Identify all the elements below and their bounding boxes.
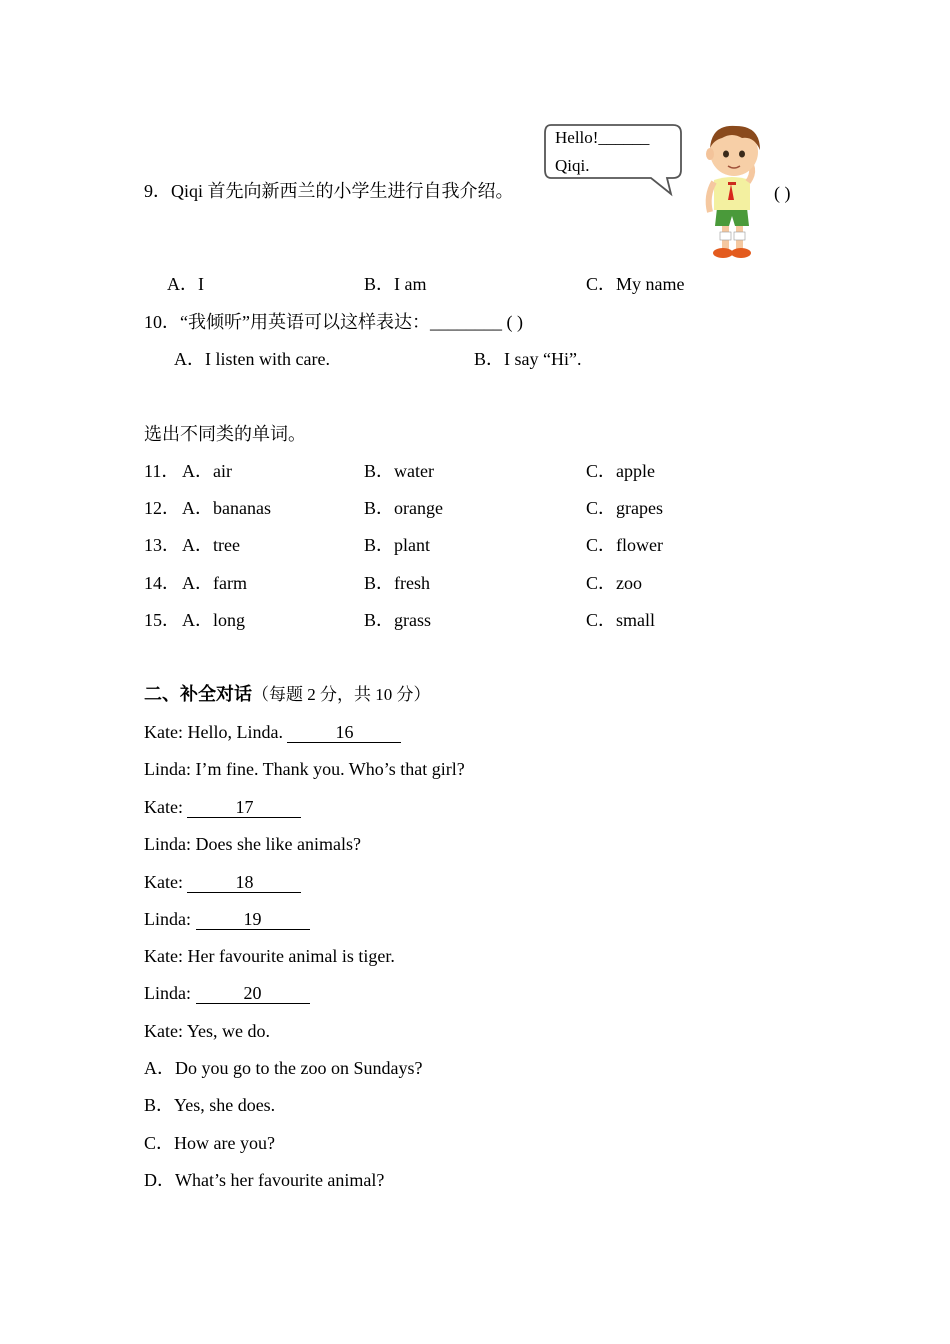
q12-option-a: A．bananas — [182, 498, 271, 518]
q12-option-c: C．grapes — [586, 498, 663, 518]
choice-d: D．What’s her favourite animal? — [144, 1170, 385, 1190]
section2-title — [144, 683, 431, 706]
q9-prompt — [144, 180, 514, 202]
boy-illustration — [684, 120, 776, 262]
dialogue-speaker: Linda: — [144, 909, 196, 929]
q14-option-c: C．zoo — [586, 573, 642, 593]
q10-option-b: B．I say “Hi”. — [474, 349, 582, 369]
q13-option-a: A．tree — [182, 535, 240, 555]
q11-number: 11． — [144, 461, 180, 481]
dialogue-line-3 — [144, 796, 301, 818]
dialogue-speaker: Linda: — [144, 983, 196, 1003]
dialogue-line-4 — [144, 833, 361, 855]
choice-b: B．Yes, she does. — [144, 1095, 276, 1115]
q15-option-a: A．long — [182, 610, 245, 630]
dialogue-text: Does she like animals? — [195, 834, 361, 854]
bubble-line-2: Qiqi. — [555, 156, 590, 175]
q13-number: 13． — [144, 535, 180, 555]
dialogue-speaker: Kate: — [144, 722, 188, 742]
dialogue-text: I’m fine. Thank you. Who’s that girl? — [195, 759, 465, 779]
bubble-line-1: Hello!______ — [555, 128, 650, 147]
q9-text: Qiqi 首先向新西兰的小学生进行自我介绍。 — [171, 181, 514, 201]
speech-bubble — [543, 122, 685, 198]
dialogue-speaker: Kate: — [144, 946, 188, 966]
q14-option-b: B．fresh — [364, 573, 430, 593]
dialogue-line-9 — [144, 1020, 270, 1042]
dialogue-line-8 — [144, 982, 310, 1004]
q14-number: 14． — [144, 573, 180, 593]
q9-number: 9． — [144, 181, 171, 201]
q9-answer-paren: ( ) — [774, 183, 791, 203]
q15-option-b: B．grass — [364, 610, 431, 630]
dialogue-line-1 — [144, 721, 401, 743]
answer-blank-20[interactable]: 20 — [196, 983, 310, 1004]
section2-title-text: 二、补全对话 — [144, 684, 252, 704]
q15-number: 15． — [144, 610, 180, 630]
dialogue-line-2 — [144, 758, 465, 780]
answer-blank-17[interactable]: 17 — [187, 797, 301, 818]
q12-option-b: B．orange — [364, 498, 443, 518]
q11-option-c: C．apple — [586, 461, 655, 481]
q9-option-b: B．I am — [364, 274, 427, 294]
q13-option-c: C．flower — [586, 535, 663, 555]
q13-option-b: B．plant — [364, 535, 430, 555]
dialogue-speaker: Linda: — [144, 834, 196, 854]
answer-blank-18[interactable]: 18 — [187, 872, 301, 893]
dialogue-speaker: Kate: — [144, 872, 188, 892]
section2-scoring-note: （每题 2 分，共 10 分） — [252, 685, 431, 704]
q10-prompt — [144, 311, 523, 333]
answer-blank-16[interactable]: 16 — [287, 722, 401, 743]
answer-blank-19[interactable]: 19 — [196, 909, 310, 930]
q10-number: 10． — [144, 312, 180, 332]
choice-c: C．How are you? — [144, 1133, 275, 1153]
dialogue-text: Her favourite animal is tiger. — [187, 946, 395, 966]
dialogue-speaker: Linda: — [144, 759, 196, 779]
q10-text: “我倾听”用英语可以这样表达：________ ( ) — [180, 312, 523, 332]
q9-option-c: C．My name — [586, 274, 685, 294]
q11-option-b: B．water — [364, 461, 434, 481]
dialogue-text: Hello, Linda. — [187, 722, 288, 742]
odd-one-out-instruction: 选出不同类的单词。 — [144, 424, 306, 444]
q9-option-a: A．I — [167, 274, 204, 294]
choice-a: A．Do you go to the zoo on Sundays? — [144, 1058, 423, 1078]
q14-option-a: A．farm — [182, 573, 247, 593]
dialogue-speaker: Kate: — [144, 797, 188, 817]
q15-option-c: C．small — [586, 610, 656, 630]
q10-option-a: A．I listen with care. — [174, 349, 330, 369]
dialogue-text: Yes, we do. — [186, 1021, 270, 1041]
q11-option-a: A．air — [182, 461, 232, 481]
q12-number: 12． — [144, 498, 180, 518]
dialogue-line-7 — [144, 945, 395, 967]
dialogue-speaker: Kate: — [144, 1021, 187, 1041]
dialogue-line-5 — [144, 871, 301, 893]
dialogue-line-6 — [144, 908, 310, 930]
